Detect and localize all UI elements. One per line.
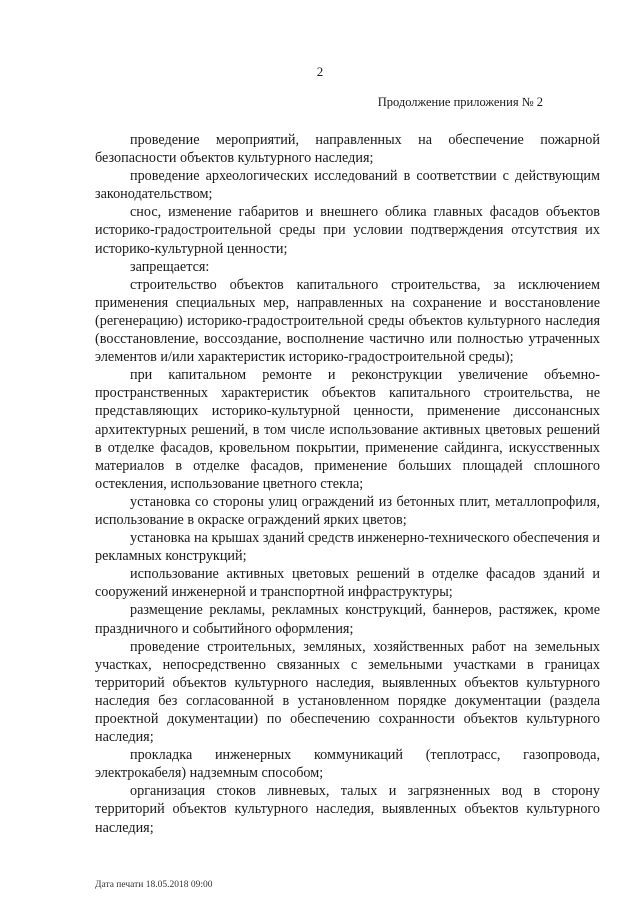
paragraph: установка со стороны улиц ограждений из бетонных плит, металлопрофиля, использование в окраске ограждений ярких цветов;	[95, 493, 600, 528]
paragraph: проведение мероприятий, направленных на обеспечение пожарной безопасности объектов культурного наследия;	[95, 132, 600, 167]
paragraph: запрещается:	[130, 258, 210, 275]
paragraph: установка на крышах зданий средств инженерно-технического обеспечения и рекламных конструкций;	[95, 530, 600, 565]
paragraph: проведение строительных, земляных, хозяйственных работ на земельных участках, непосредственно связанных с земельными участками в границах территорий объектов культурного наследия, выявленных объектов культурного наследия без согласованной в установленном порядке документации (раздела проектной документации) по обеспечению сохранности объектов культурного наследия;	[95, 638, 600, 746]
paragraph: снос, изменение габаритов и внешнего облика главных фасадов объектов историко-градостроительной среды при условии подтверждения отсутствия их историко-культурной ценности;	[95, 204, 600, 257]
paragraph: использование активных цветовых решений в отделке фасадов зданий и сооружений инженерной и транспортной инфраструктуры;	[95, 566, 600, 601]
paragraph: организация стоков ливневых, талых и загрязненных вод в сторону территорий объектов культурного наследия, выявленных объектов культурного наследия;	[95, 783, 600, 836]
page-number: 2	[316, 64, 324, 79]
paragraph: проведение археологических исследований в соответствии с действующим законодательством;	[95, 168, 600, 203]
print-date: Дата печати 18.05.2018 09:00	[95, 880, 213, 890]
document-body	[95, 131, 600, 837]
paragraph: при капитальном ремонте и реконструкции увеличение объемно-пространственных характеристик объектов капитального строительства, не представляющих историко-культурной ценности, применение диссонансных архитектурных решений, в том числе использование активных цветовых решений в отделке фасадов, кровельном покрытии, применение сайдинга, искусственных материалов в отделке фасадов, применение больших площадей сплошного остекления, использование цветного стекла;	[95, 367, 600, 492]
paragraph: строительство объектов капитального строительства, за исключением применения специальных мер, направленных на сохранение и восстановление (регенерацию) историко-градостроительной среды объектов культурного наследия (восстановление, воссоздание, восполнение частично или полностью утраченных элементов и/или характеристик историко-градостроительной среды);	[95, 276, 600, 366]
appendix-continuation-label: Продолжение приложения № 2	[377, 95, 543, 109]
paragraph: размещение рекламы, рекламных конструкций, баннеров, растяжек, кроме праздничного и событийного оформления;	[95, 602, 600, 637]
paragraph: прокладка инженерных коммуникаций (теплотрасс, газопровода, электрокабеля) надземным способом;	[95, 747, 600, 782]
